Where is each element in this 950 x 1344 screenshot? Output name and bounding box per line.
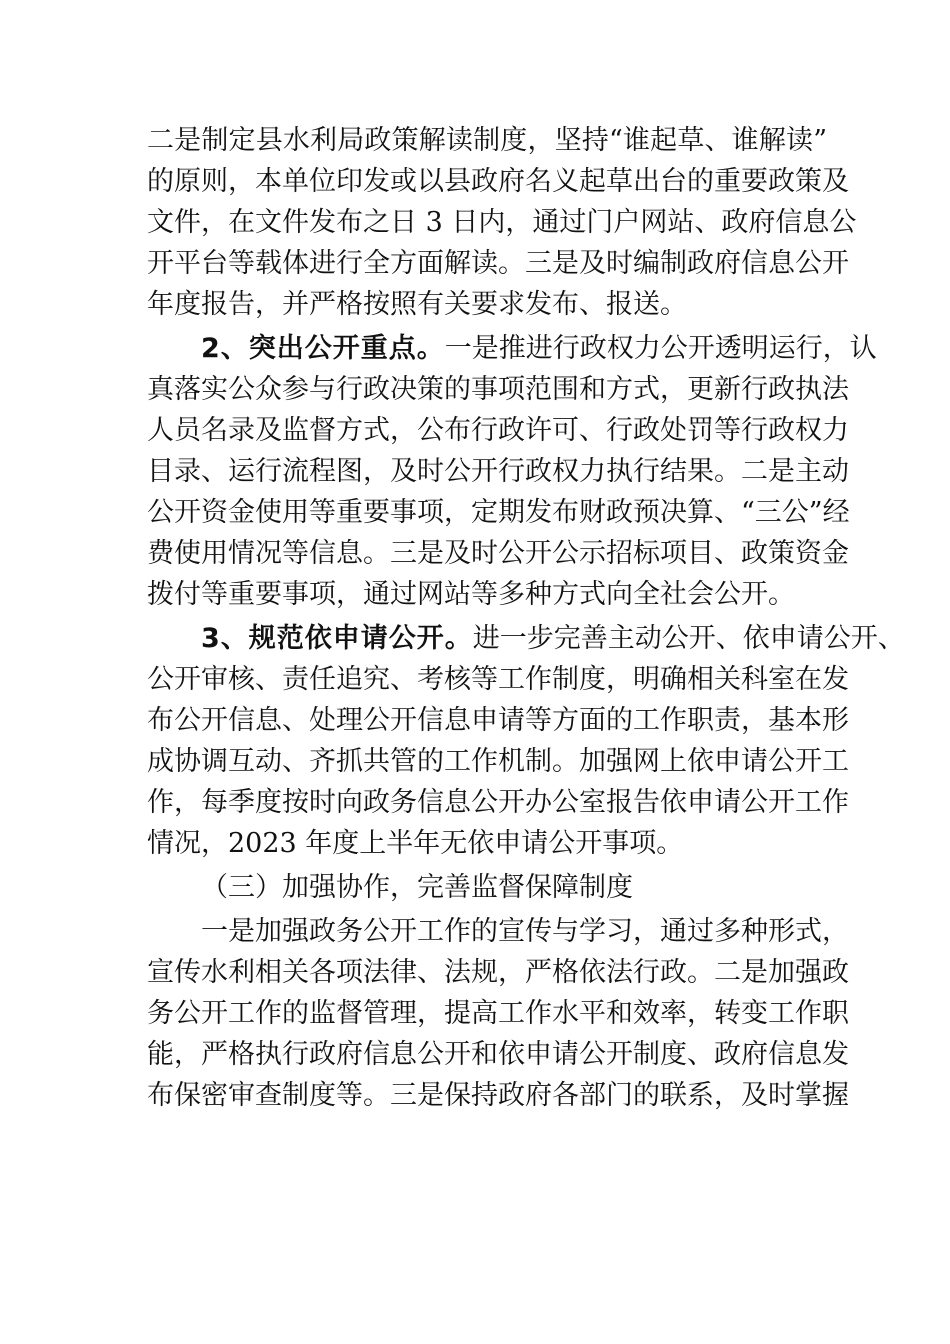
- text-line: 务公开工作的监督管理，提高工作水平和效率，转变工作职: [147, 998, 849, 1029]
- paragraph-policy-interpretation: [147, 120, 857, 325]
- text-line: 布公开信息、处理公开信息申请等方面的工作职责，基本形: [147, 705, 849, 736]
- paragraph-first-line: [147, 328, 877, 369]
- text-line: 开平台等载体进行全方面解读。三是及时编制政府信息公开: [147, 248, 849, 279]
- text-line: 成协调互动、齐抓共管的工作机制。加强网上依申请公开工: [147, 746, 849, 777]
- text-run: 一是推进行政权力公开透明运行，认: [444, 333, 877, 364]
- text-line: 布保密审查制度等。三是保持政府各部门的联系，及时掌握: [147, 1080, 849, 1111]
- text-line: 费使用情况等信息。三是及时公开公示招标项目、政策资金: [147, 538, 849, 569]
- section-heading: 3、规范依申请公开。: [201, 623, 473, 654]
- document-page: [147, 120, 905, 1119]
- paragraph-first-line: [147, 618, 905, 659]
- paragraph-application-disclosure: [147, 618, 905, 864]
- text-line: 能，严格执行政府信息公开和依申请公开制度、政府信息发: [147, 1039, 849, 1070]
- text-line: 公开审核、责任追究、考核等工作制度，明确相关科室在发: [147, 664, 849, 695]
- text-line: 拨付等重要事项，通过网站等多种方式向全社会公开。: [147, 579, 795, 610]
- text-line: 人员名录及监督方式，公布行政许可、行政处罚等行政权力: [147, 415, 849, 446]
- subsection-heading: [147, 867, 827, 908]
- text-line: 公开资金使用等重要事项，定期发布财政预决算、“三公”经: [147, 497, 850, 528]
- paragraph-supervision: [147, 911, 849, 1116]
- text-line: 作，每季度按时向政务信息公开办公室报告依申请公开工作: [147, 787, 849, 818]
- text-line: 的原则，本单位印发或以县政府名义起草出台的重要政策及: [147, 166, 849, 197]
- subsection-title: （三）加强协作，完善监督保障制度: [201, 872, 633, 903]
- text-line: 情况，2023 年度上半年无依申请公开事项。: [147, 828, 684, 859]
- text-line: 目录、运行流程图，及时公开行政权力执行结果。二是主动: [147, 456, 849, 487]
- text-line: 宣传水利相关各项法律、法规，严格依法行政。二是加强政: [147, 957, 849, 988]
- text-line: 文件，在文件发布之日 3 日内，通过门户网站、政府信息公: [147, 207, 857, 238]
- text-line: 真落实公众参与行政决策的事项范围和方式，更新行政执法: [147, 374, 849, 405]
- text-line: 年度报告，并严格按照有关要求发布、报送。: [147, 289, 687, 320]
- paragraph-disclosure-focus: [147, 328, 877, 615]
- text-line: 一是加强政务公开工作的宣传与学习，通过多种形式，: [201, 916, 849, 947]
- section-heading: 2、突出公开重点。: [201, 333, 445, 364]
- text-run: 进一步完善主动公开、依申请公开、: [472, 623, 905, 654]
- text-line: 二是制定县水利局政策解读制度，坚持“谁起草、谁解读”: [147, 125, 827, 156]
